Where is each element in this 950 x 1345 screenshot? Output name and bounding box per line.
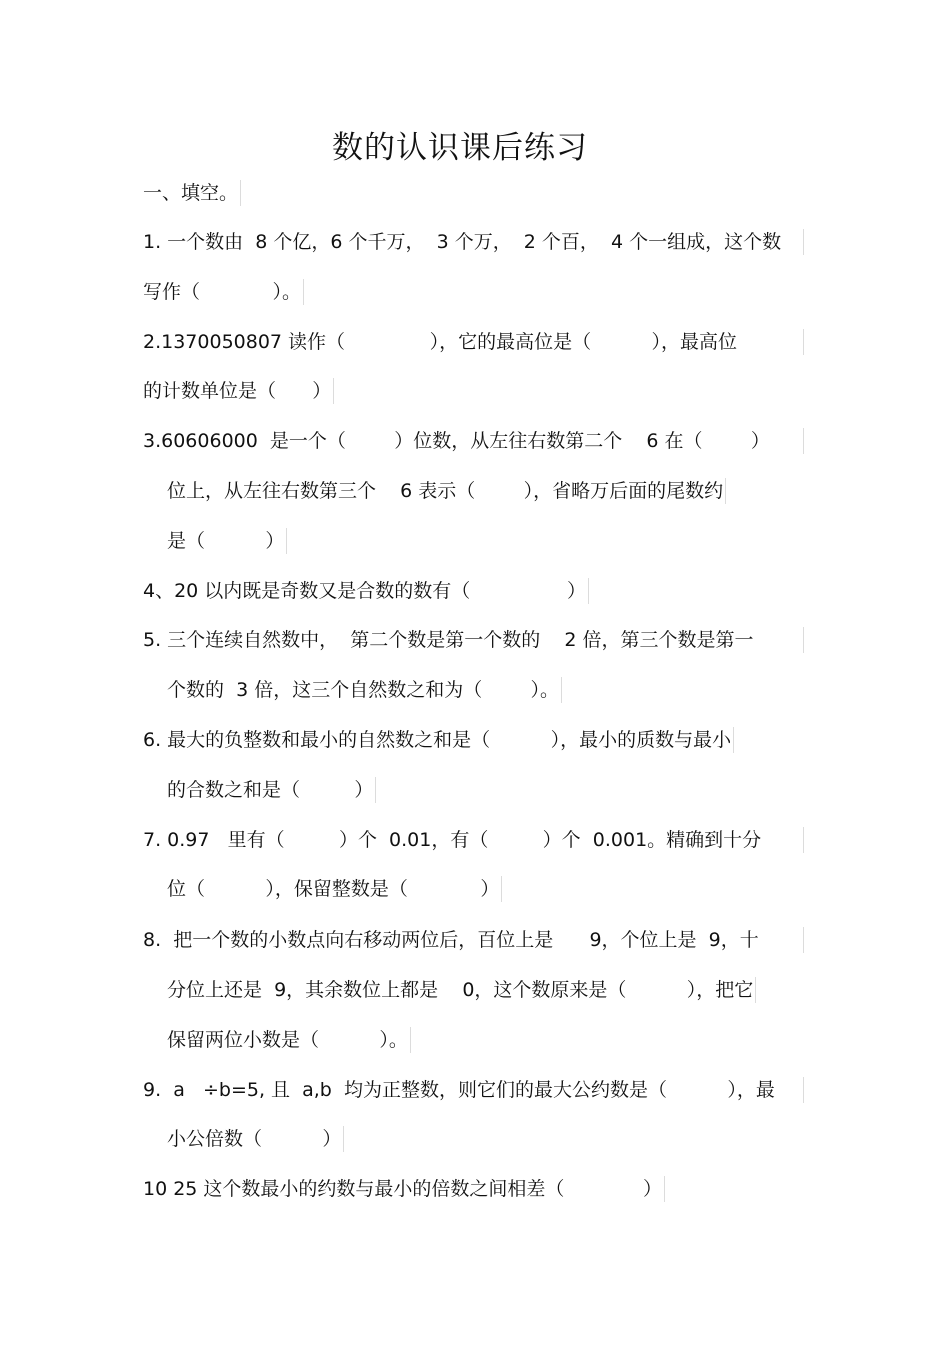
question-10-line-1: 10 25 这个数最小的约数与最小的倍数之间相差（ ） xyxy=(143,1176,665,1202)
question-8-line-1: 8. 把一个数的小数点向右移动两位后，百位上是 9，个位上是 9，十 xyxy=(143,927,804,953)
question-8-line-2: 分位上还是 9，其余数位上都是 0，这个数原来是（ ），把它 xyxy=(167,977,756,1003)
question-3-line-2: 位上，从左往右数第三个 6 表示（ ），省略万后面的尾数约 xyxy=(167,478,726,504)
question-6-line-2: 的合数之和是（ ） xyxy=(167,777,376,803)
question-1-line-2: 写作（ ）。 xyxy=(143,279,304,305)
question-1-line-1: 1. 一个数由 8 个亿，6 个千万， 3 个万， 2 个百， 4 个一组成，这个数 xyxy=(143,229,804,255)
question-5-line-2: 个数的 3 倍，这三个自然数之和为（ ）。 xyxy=(167,677,562,703)
section-heading: 一、填空。 xyxy=(143,180,241,206)
question-5-line-1: 5. 三个连续自然数中， 第二个数是第一个数的 2 倍，第三个数是第一 xyxy=(143,627,804,653)
question-6-line-1: 6. 最大的负整数和最小的自然数之和是（ ），最小的质数与最小 xyxy=(143,727,734,753)
question-9-line-1: 9. a ÷b=5, 且 a,b 均为正整数，则它们的最大公约数是（ ），最 xyxy=(143,1077,804,1103)
question-7-line-2: 位（ ），保留整数是（ ） xyxy=(167,876,502,902)
question-9-line-2: 小公倍数（ ） xyxy=(167,1126,344,1152)
question-2-line-2: 的计数单位是（ ） xyxy=(143,378,334,404)
question-3-line-1: 3.60606000 是一个（ ）位数，从左往右数第二个 6 在（ ） xyxy=(143,428,804,454)
question-2-line-1: 2.1370050807 读作（ ），它的最高位是（ ），最高位 xyxy=(143,329,804,355)
question-4-line-1: 4、20 以内既是奇数又是合数的数有（ ） xyxy=(143,578,589,604)
question-8-line-3: 保留两位小数是（ ）。 xyxy=(167,1027,411,1053)
page-title: 数的认识课后练习 xyxy=(332,130,588,166)
question-3-line-3: 是（ ） xyxy=(167,528,287,554)
question-7-line-1: 7. 0.97 里有（ ）个 0.01，有（ ）个 0.001。精确到十分 xyxy=(143,827,804,853)
